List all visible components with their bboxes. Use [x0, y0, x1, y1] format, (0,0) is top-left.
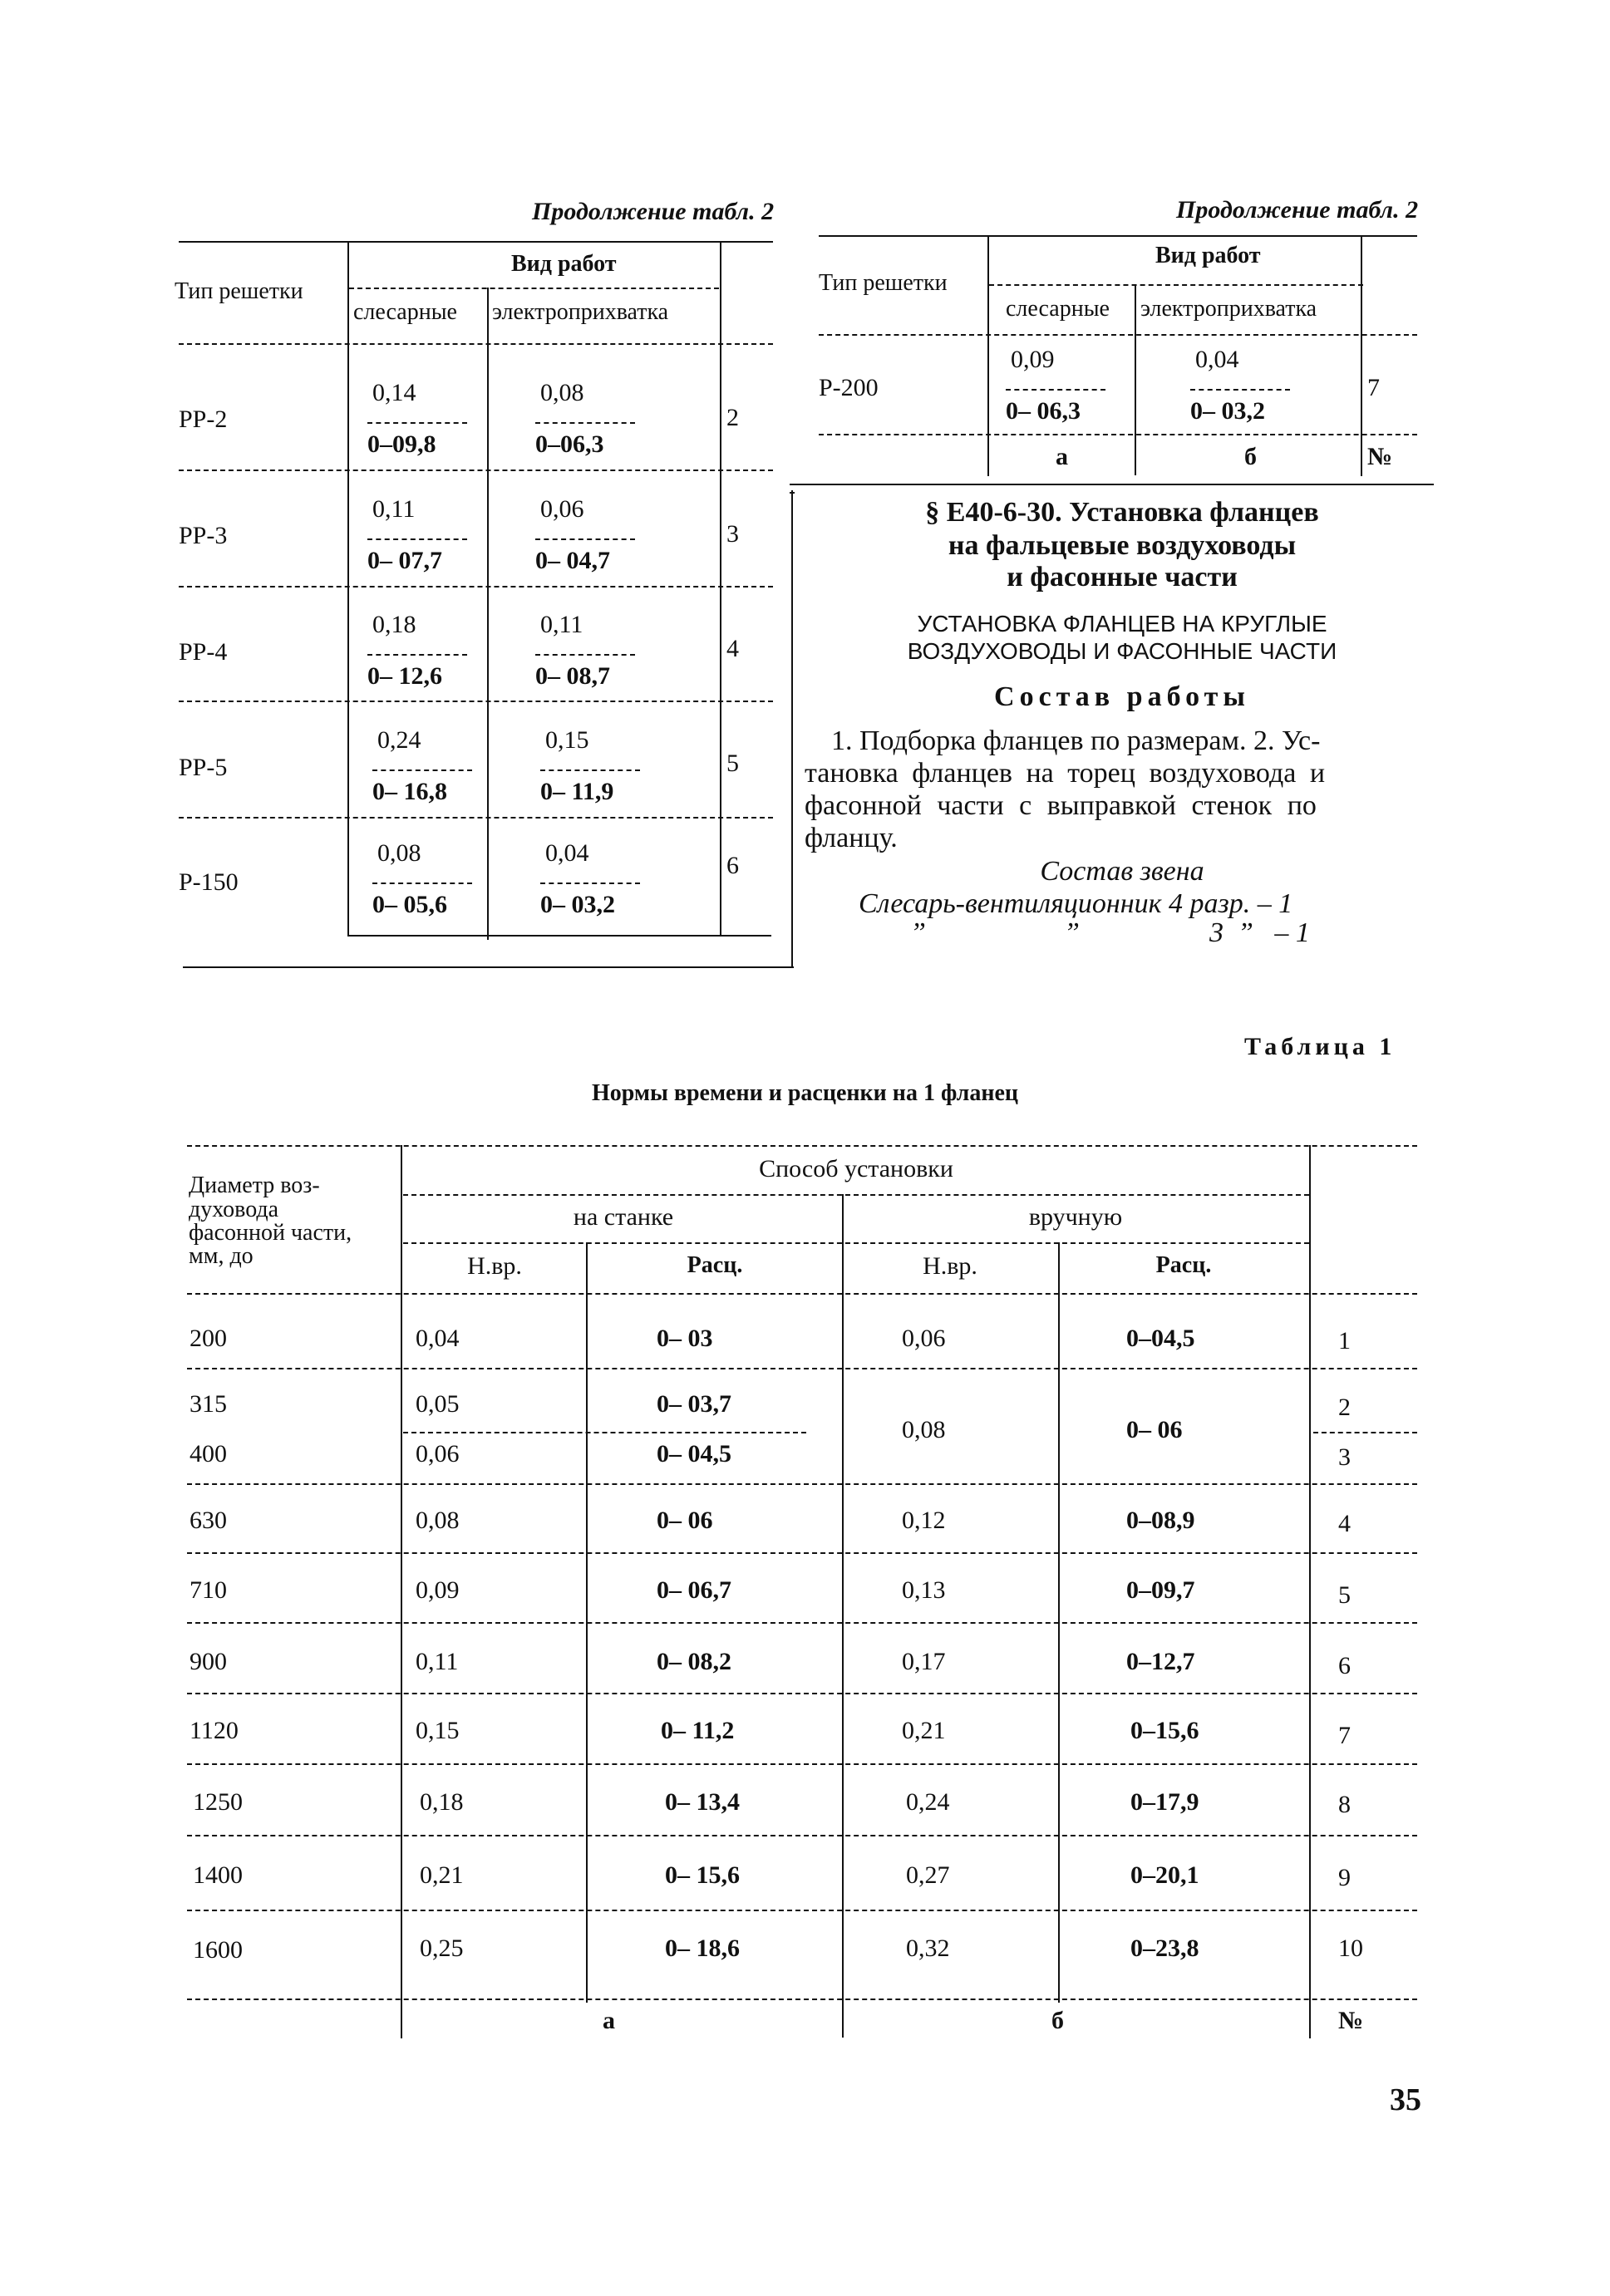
table-title: Нормы времени и расценки на 1 фланец: [591, 1080, 1019, 1106]
machine-rate: 0– 06,7: [657, 1576, 731, 1604]
manual-time: 0,06: [902, 1325, 946, 1352]
crew-line2-ditto1: ”: [910, 917, 926, 948]
section-title-line3: и фасонные части: [1007, 562, 1238, 592]
row-number: 4: [726, 635, 739, 662]
machine-time: 0,06: [416, 1440, 460, 1468]
row-number: 9: [1338, 1864, 1351, 1891]
weld-rate: 0– 03,2: [1190, 389, 1290, 424]
footer-col-b: б: [1244, 443, 1257, 470]
fitter-time: 0,08: [377, 839, 421, 867]
row-number: 2: [726, 404, 739, 431]
diameter: 1250: [193, 1788, 243, 1816]
manual-time: 0,32: [906, 1935, 950, 1962]
diameter: 630: [190, 1507, 227, 1534]
footer-col-no: №: [1367, 443, 1393, 470]
section-title-line2: на фальцевые воздуховоды: [948, 530, 1297, 561]
diameter: 1120: [190, 1717, 239, 1744]
manual-rate: 0–23,8: [1130, 1935, 1199, 1962]
col-machine-rasc: Расц.: [687, 1252, 743, 1278]
machine-rate: 0– 13,4: [665, 1788, 740, 1816]
row-number: 5: [1338, 1581, 1351, 1609]
diameter: 1600: [193, 1936, 243, 1964]
diameter: 710: [190, 1576, 227, 1604]
footer-col-b: б: [1051, 2007, 1064, 2034]
col-diameter-line3: фасонной части,: [189, 1220, 352, 1246]
manual-time: 0,27: [906, 1861, 950, 1889]
section-title: § Е40-6-30. Установка фланцев: [925, 497, 1319, 528]
weld-time: 0,06: [540, 495, 584, 523]
manual-rate: 0–20,1: [1130, 1861, 1199, 1889]
left-col-type: Тип решетки: [175, 278, 303, 304]
manual-rate: 0–15,6: [1130, 1717, 1199, 1744]
manual-rate: 0–04,5: [1126, 1325, 1195, 1352]
table-label: Таблица 1: [1244, 1033, 1396, 1060]
fitter-rate: 0– 12,6: [367, 654, 467, 689]
machine-time: 0,18: [420, 1788, 464, 1816]
weld-time: 0,11: [540, 611, 583, 638]
fitter-rate: 0–09,8: [367, 422, 467, 457]
diameter: 200: [190, 1325, 227, 1352]
weld-rate: 0– 03,2: [540, 883, 640, 917]
weld-rate: 0– 08,7: [535, 654, 635, 689]
fitter-rate: 0– 16,8: [372, 769, 472, 804]
machine-time: 0,21: [420, 1861, 464, 1889]
work-text-line1: 1. Подборка фланцев по размерам. 2. Ус-: [831, 725, 1321, 756]
left-row-type: Р-150: [179, 868, 239, 896]
row-number: 1: [1338, 1327, 1351, 1354]
weld-rate: 0– 04,7: [535, 538, 635, 573]
col-manual-rasc: Расц.: [1155, 1252, 1212, 1278]
fitter-rate: 0– 05,6: [372, 883, 472, 917]
machine-time: 0,09: [416, 1576, 460, 1604]
col-manual: вручную: [1028, 1203, 1123, 1231]
left-row-type: РР-3: [179, 522, 228, 549]
right-col-work: Вид работ: [1155, 243, 1261, 268]
machine-rate: 0– 08,2: [657, 1648, 731, 1675]
manual-rate: 0–09,7: [1126, 1576, 1195, 1604]
weld-time: 0,04: [1195, 346, 1239, 373]
row-number: 4: [1338, 1510, 1351, 1537]
row-number: 7: [1367, 374, 1380, 401]
merged-manual-time: 0,08: [902, 1416, 946, 1443]
section-subtitle: УСТАНОВКА ФЛАНЦЕВ НА КРУГЛЫЕ: [917, 611, 1327, 637]
machine-time: 0,25: [420, 1935, 464, 1962]
row-number: 6: [726, 852, 739, 879]
weld-time: 0,15: [545, 726, 589, 754]
machine-time: 0,04: [416, 1325, 460, 1352]
col-method: Способ установки: [759, 1155, 953, 1182]
diameter: 315: [190, 1390, 227, 1418]
row-number: 3: [726, 520, 739, 548]
fitter-rate: 0– 07,7: [367, 538, 467, 573]
right-row-type: Р-200: [819, 374, 879, 401]
left-row-type: РР-2: [179, 406, 228, 433]
right-col-weld: электроприхватка: [1140, 296, 1317, 322]
crew-line2-ditto2: ”: [1064, 917, 1080, 948]
fitter-time: 0,24: [377, 726, 421, 754]
right-col-fitter: слесарные: [1006, 296, 1110, 322]
fitter-time: 0,11: [372, 495, 416, 523]
manual-time: 0,21: [902, 1717, 946, 1744]
weld-time: 0,04: [545, 839, 589, 867]
left-row-type: РР-4: [179, 638, 228, 666]
machine-time: 0,11: [416, 1648, 459, 1675]
page-number: 35: [1390, 2082, 1421, 2117]
manual-time: 0,12: [902, 1507, 946, 1534]
fitter-time: 0,09: [1011, 346, 1055, 373]
row-number: 2: [1338, 1394, 1351, 1421]
diameter: 400: [190, 1440, 227, 1468]
col-diameter-line2: духовода: [189, 1197, 279, 1222]
manual-time: 0,24: [906, 1788, 950, 1816]
diameter: 900: [190, 1648, 227, 1675]
row-number: 6: [1338, 1652, 1351, 1679]
manual-rate: 0–08,9: [1126, 1507, 1195, 1534]
machine-rate: 0– 15,6: [665, 1861, 740, 1889]
row-number: 3: [1338, 1443, 1351, 1471]
manual-time: 0,13: [902, 1576, 946, 1604]
right-col-type: Тип решетки: [819, 270, 948, 296]
col-machine-nvr: Н.вр.: [467, 1252, 522, 1280]
left-row-type: РР-5: [179, 754, 228, 781]
fitter-time: 0,18: [372, 611, 416, 638]
col-machine: на станке: [573, 1203, 674, 1231]
col-manual-nvr: Н.вр.: [923, 1252, 977, 1280]
machine-rate: 0– 11,2: [661, 1717, 735, 1744]
weld-time: 0,08: [540, 379, 584, 406]
row-number: 10: [1338, 1935, 1363, 1962]
crew-line2: 3 ” – 1: [1209, 917, 1310, 948]
crew-line1: Слесарь-вентиляционник 4 разр. – 1: [859, 888, 1293, 919]
left-col-weld: электроприхватка: [492, 299, 669, 325]
left-col-fitter: слесарные: [353, 299, 457, 325]
machine-rate: 0– 06: [657, 1507, 713, 1534]
work-text-line3: фасонной части с выправкой стенок по: [805, 790, 1317, 821]
machine-time: 0,15: [416, 1717, 460, 1744]
merged-manual-rate: 0– 06: [1126, 1416, 1183, 1443]
weld-rate: 0–06,3: [535, 422, 635, 457]
manual-rate: 0–12,7: [1126, 1648, 1195, 1675]
machine-time: 0,08: [416, 1507, 460, 1534]
footer-col-a: а: [1056, 443, 1068, 470]
right-continuation-label: Продолжение табл. 2: [1176, 196, 1419, 224]
machine-rate: 0– 03: [657, 1325, 713, 1352]
row-number: 8: [1338, 1791, 1351, 1818]
fitter-rate: 0– 06,3: [1006, 389, 1105, 424]
weld-rate: 0– 11,9: [540, 769, 640, 804]
footer-col-no: №: [1338, 2007, 1364, 2034]
work-text-line4: фланцу.: [805, 823, 898, 853]
col-diameter: Диаметр воз-: [189, 1173, 320, 1198]
left-continuation-label: Продолжение табл. 2: [532, 198, 775, 225]
work-heading: Состав работы: [994, 681, 1250, 712]
fitter-time: 0,14: [372, 379, 416, 406]
left-col-work: Вид работ: [511, 251, 617, 277]
machine-rate: 0– 18,6: [665, 1935, 740, 1962]
manual-time: 0,17: [902, 1648, 946, 1675]
machine-time: 0,05: [416, 1390, 460, 1418]
machine-rate: 0– 03,7: [657, 1390, 731, 1418]
section-subtitle-line2: ВОЗДУХОВОДЫ И ФАСОННЫЕ ЧАСТИ: [907, 638, 1337, 664]
diameter: 1400: [193, 1861, 243, 1889]
manual-rate: 0–17,9: [1130, 1788, 1199, 1816]
crew-heading: Состав звена: [1040, 856, 1204, 887]
row-number: 7: [1338, 1722, 1351, 1749]
row-number: 5: [726, 750, 739, 777]
footer-col-a: а: [603, 2007, 615, 2034]
machine-rate: 0– 04,5: [657, 1440, 731, 1468]
col-diameter-line4: мм, до: [189, 1243, 254, 1269]
work-text-line2: тановка фланцев на торец воздуховода и: [805, 758, 1326, 789]
